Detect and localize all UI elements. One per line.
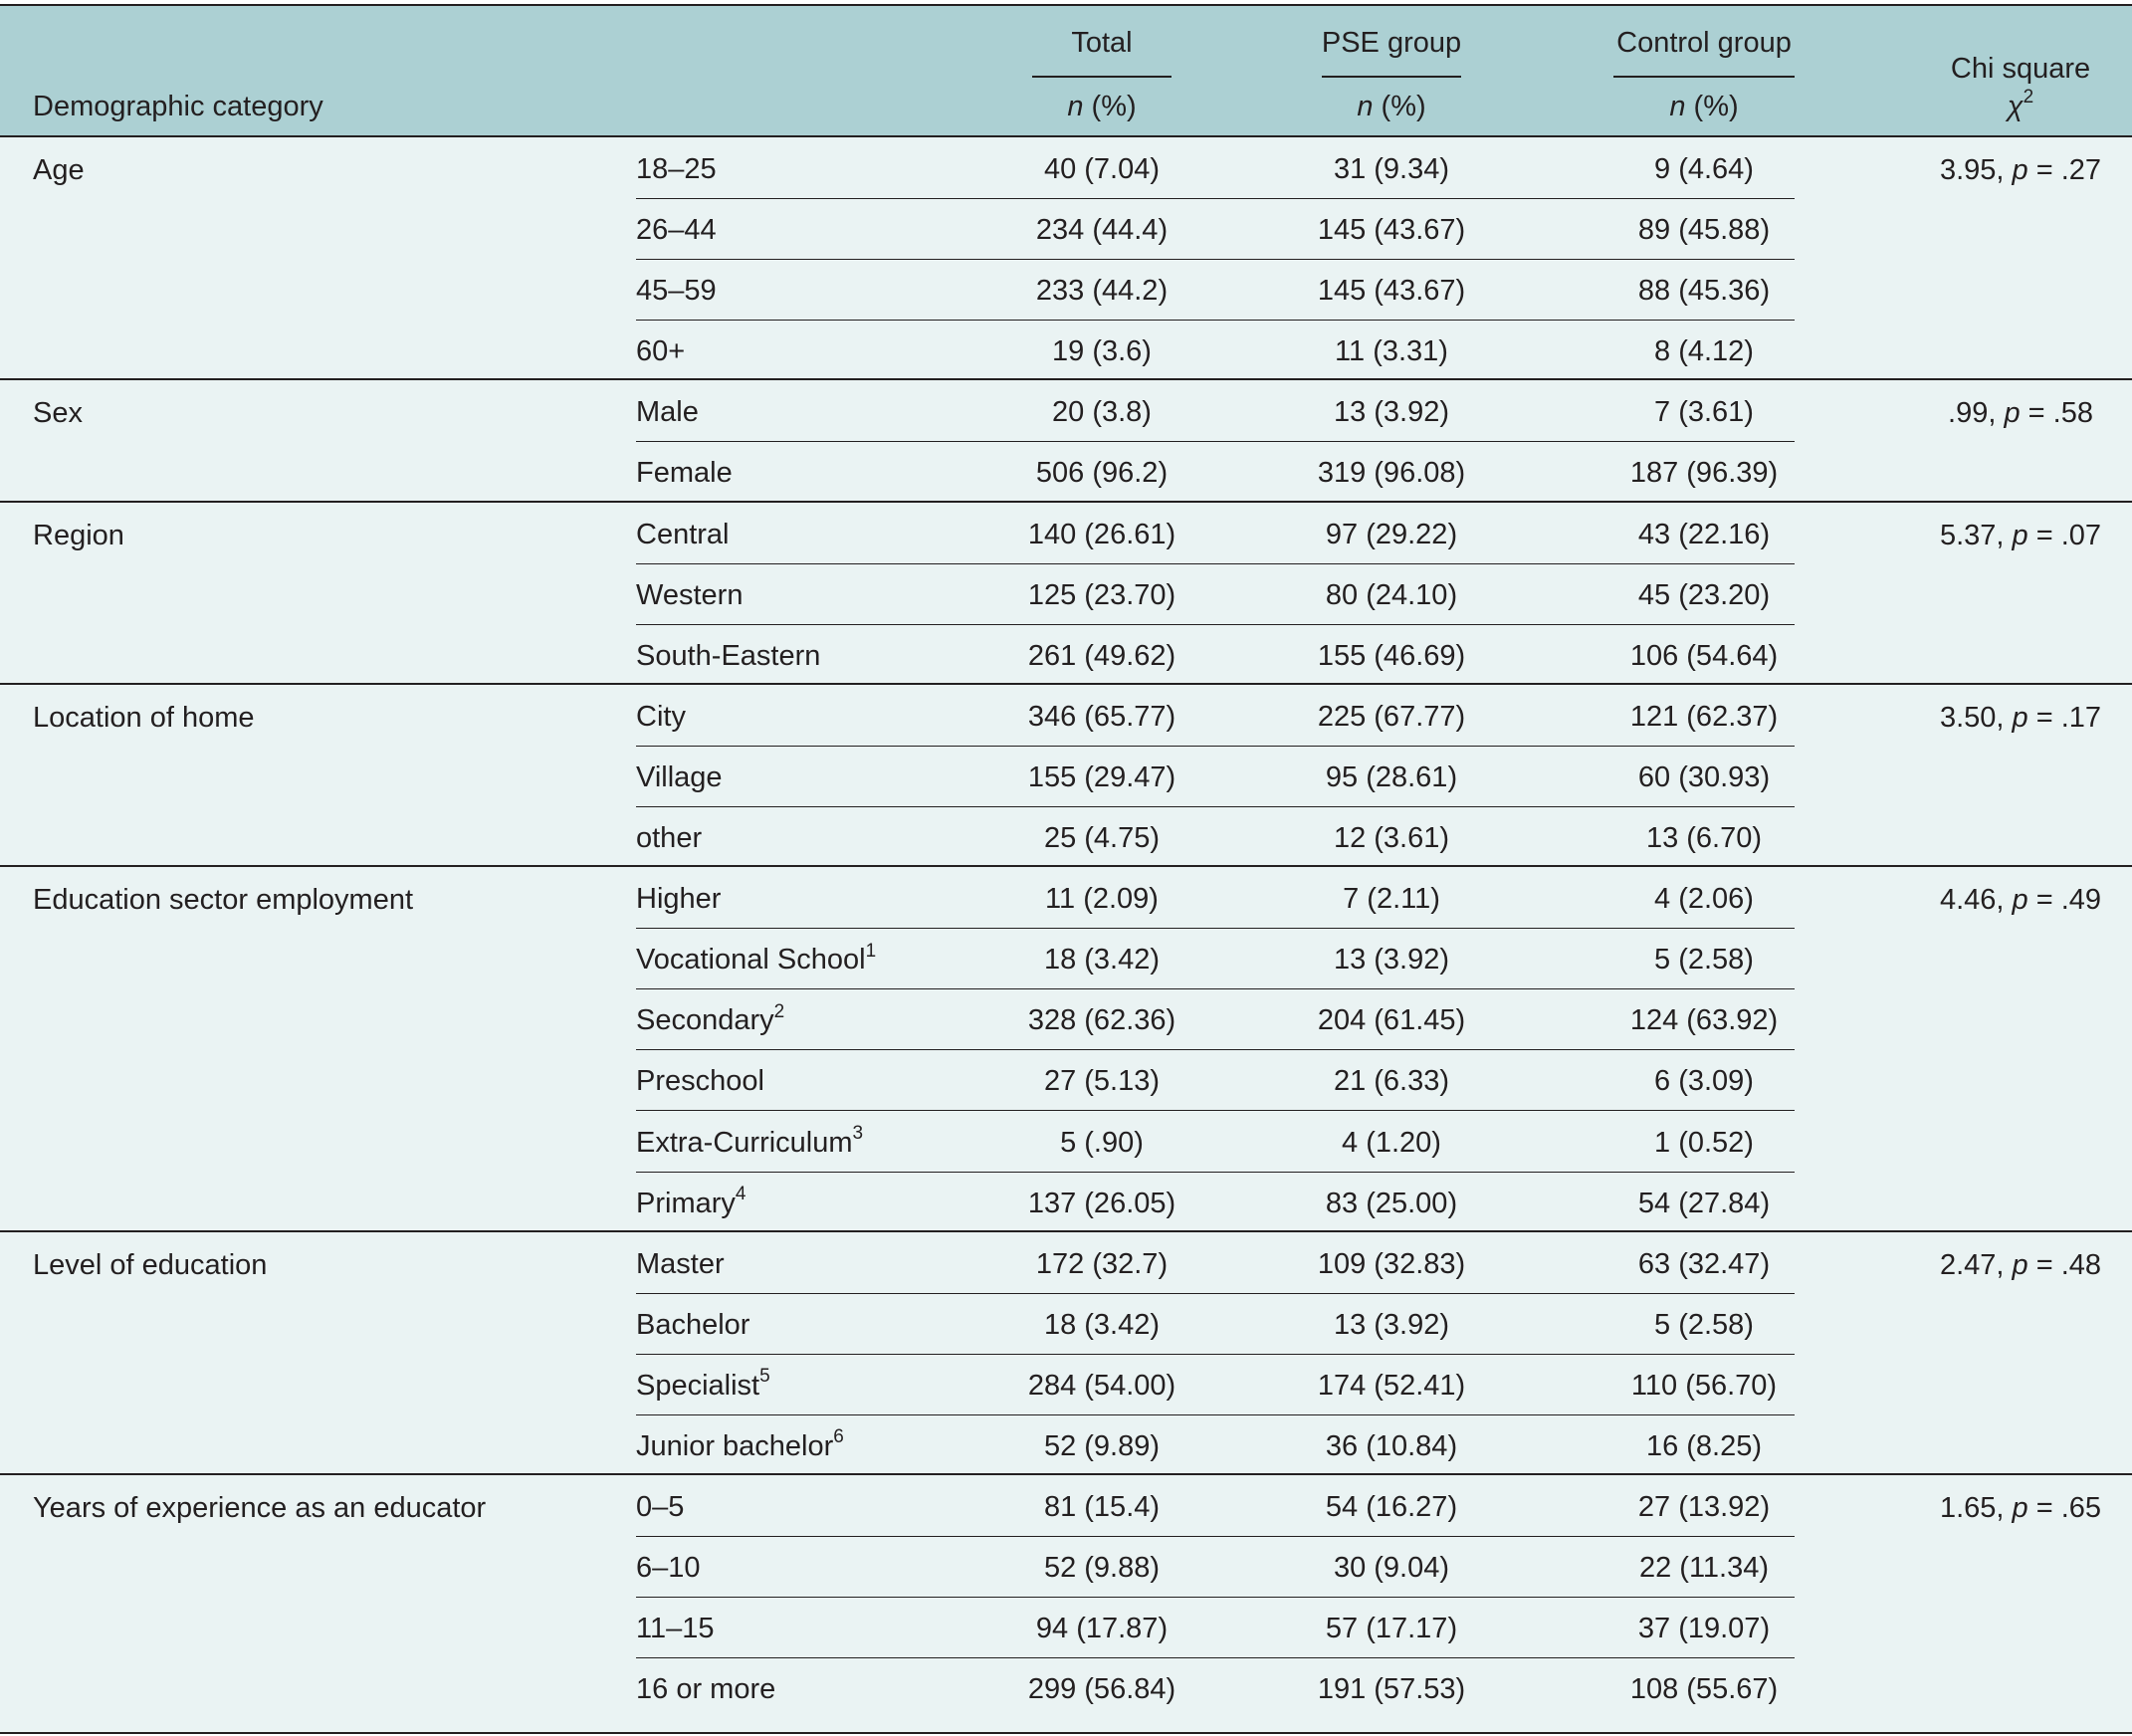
- header-control-group: Control group: [1616, 27, 1792, 59]
- control-value: 121 (62.37): [1629, 700, 1779, 733]
- pse-value: 54 (16.27): [1325, 1491, 1458, 1524]
- footnote-marker: 6: [833, 1426, 844, 1448]
- subcategory-label: Primary$^4$: [636, 1184, 746, 1219]
- subcategory-label: Vocational School$^1$: [636, 940, 877, 976]
- pse-value: 11 (3.31): [1335, 335, 1448, 368]
- table-row: [0, 685, 2132, 746]
- category-label: Years of experience as an educator: [33, 1492, 487, 1525]
- control-value: 43 (22.16): [1637, 518, 1771, 550]
- header-chi-symbol: $\chi^2$: [2007, 87, 2034, 122]
- total-value: 25 (4.75): [1043, 822, 1161, 855]
- table-row: [0, 259, 2132, 320]
- subcategory-label: 60+: [636, 335, 686, 368]
- table-row: [0, 441, 2132, 502]
- pse-value: 155 (46.69): [1317, 639, 1466, 672]
- control-value: 45 (23.20): [1637, 578, 1771, 611]
- table-row: [0, 988, 2132, 1049]
- subcategory-label: Female: [636, 457, 733, 490]
- total-value: 5 (.90): [1060, 1126, 1144, 1159]
- total-value: 234 (44.4): [1035, 214, 1169, 247]
- category-label: Age: [33, 154, 85, 186]
- subcategory-label: Master: [636, 1247, 725, 1280]
- table-row: [0, 380, 2132, 441]
- pse-value: 30 (9.04): [1333, 1552, 1450, 1585]
- control-value: 5 (2.58): [1654, 944, 1754, 976]
- subcategory-label: other: [636, 822, 703, 855]
- table-row: [0, 563, 2132, 624]
- footnote-marker: 4: [735, 1184, 746, 1205]
- control-value: 1 (0.52): [1654, 1126, 1754, 1159]
- total-value: 52 (9.89): [1043, 1430, 1161, 1463]
- table-row: [0, 1597, 2132, 1657]
- subcategory-label: 11–15: [636, 1613, 715, 1645]
- control-value: 27 (13.92): [1637, 1491, 1771, 1524]
- table-row: [0, 867, 2132, 928]
- total-value: 52 (9.88): [1043, 1552, 1161, 1585]
- subcategory-label: Extra-Curriculum$^3$: [636, 1122, 864, 1159]
- subcategory-label: Secondary$^2$: [636, 1000, 785, 1037]
- subcategory-label: 0–5: [636, 1491, 685, 1524]
- table-row: [0, 1657, 2132, 1718]
- table-row: [0, 1536, 2132, 1597]
- table-row: [0, 806, 2132, 867]
- control-value: 106 (54.64): [1629, 639, 1779, 672]
- pse-value: 36 (10.84): [1325, 1430, 1458, 1463]
- category-group: [0, 1475, 2132, 1718]
- pse-value: 204 (61.45): [1317, 1004, 1466, 1037]
- table-row: [0, 624, 2132, 685]
- subcategory-label: Village: [636, 760, 723, 793]
- category-label: Sex: [33, 397, 83, 430]
- subcategory-label: Male: [636, 396, 699, 429]
- total-value: 140 (26.61): [1027, 518, 1176, 550]
- subcategory-label: 6–10: [636, 1552, 701, 1585]
- footnote-marker: 1: [865, 940, 877, 962]
- pse-value: 319 (96.08): [1317, 457, 1466, 490]
- control-value: 187 (96.39): [1629, 457, 1779, 490]
- pse-value: 57 (17.17): [1325, 1613, 1458, 1645]
- pse-value: 4 (1.20): [1342, 1126, 1441, 1159]
- total-value: 506 (96.2): [1035, 457, 1169, 490]
- control-value: 4 (2.06): [1654, 883, 1754, 916]
- pse-value: 12 (3.61): [1333, 822, 1450, 855]
- pse-value: 191 (57.53): [1317, 1673, 1466, 1706]
- header-demographic-category: Demographic category: [33, 91, 323, 122]
- control-value: 6 (3.09): [1654, 1065, 1754, 1098]
- header-total-rule: [1032, 76, 1172, 78]
- total-value: 94 (17.87): [1035, 1613, 1169, 1645]
- subcategory-label: 45–59: [636, 275, 717, 308]
- total-value: 40 (7.04): [1043, 153, 1161, 185]
- control-value: 37 (19.07): [1637, 1613, 1771, 1645]
- pse-value: 97 (29.22): [1325, 518, 1458, 550]
- chi-square-value: 2.47, p = .48: [1939, 1248, 2102, 1281]
- subcategory-label: City: [636, 700, 686, 733]
- control-value: 22 (11.34): [1638, 1552, 1770, 1585]
- chi-square-value: 1.65, p = .65: [1939, 1492, 2102, 1525]
- table-row: [0, 503, 2132, 563]
- category-group: [0, 380, 2132, 502]
- control-value: 124 (63.92): [1629, 1004, 1779, 1037]
- total-value: 261 (49.62): [1027, 639, 1176, 672]
- control-value: 63 (32.47): [1637, 1247, 1771, 1280]
- pse-value: 13 (3.92): [1333, 396, 1450, 429]
- control-value: 110 (56.70): [1630, 1369, 1778, 1402]
- chi-square-value: 4.46, p = .49: [1939, 884, 2102, 917]
- total-value: 27 (5.13): [1043, 1065, 1161, 1098]
- header-control-n: n (%): [1669, 91, 1739, 122]
- chi-square-value: 3.95, p = .27: [1939, 154, 2102, 186]
- category-group: [0, 137, 2132, 380]
- table-row: [0, 137, 2132, 198]
- subcategory-label: Junior bachelor$^6$: [636, 1426, 844, 1463]
- header-control-rule: [1613, 76, 1795, 78]
- total-value: 18 (3.42): [1043, 1308, 1161, 1341]
- total-value: 81 (15.4): [1043, 1491, 1161, 1524]
- table-row: [0, 1049, 2132, 1110]
- header-pse-group: PSE group: [1321, 27, 1462, 59]
- total-value: 18 (3.42): [1043, 944, 1161, 976]
- table-row: [0, 1172, 2132, 1232]
- pse-value: 13 (3.92): [1333, 944, 1450, 976]
- total-value: 172 (32.7): [1035, 1247, 1169, 1280]
- pse-value: 80 (24.10): [1325, 578, 1458, 611]
- header-pse-rule: [1322, 76, 1461, 78]
- pse-value: 109 (32.83): [1317, 1247, 1466, 1280]
- table-row: [0, 198, 2132, 259]
- category-label: Level of education: [33, 1248, 268, 1281]
- pse-value: 83 (25.00): [1325, 1187, 1458, 1219]
- total-value: 299 (56.84): [1027, 1673, 1176, 1706]
- footnote-marker: 5: [759, 1366, 770, 1388]
- table-row: [0, 1111, 2132, 1172]
- category-group: [0, 503, 2132, 685]
- total-value: 20 (3.8): [1052, 396, 1152, 429]
- control-value: 9 (4.64): [1654, 153, 1754, 185]
- pse-value: 174 (52.41): [1317, 1369, 1466, 1402]
- total-value: 284 (54.00): [1027, 1369, 1176, 1402]
- control-value: 54 (27.84): [1637, 1187, 1771, 1219]
- control-value: 108 (55.67): [1629, 1673, 1779, 1706]
- category-group: [0, 685, 2132, 867]
- pse-value: 145 (43.67): [1317, 214, 1466, 247]
- category-group: [0, 867, 2132, 1232]
- table-row: [0, 1414, 2132, 1475]
- total-value: 137 (26.05): [1027, 1187, 1176, 1219]
- footnote-marker: 3: [852, 1122, 864, 1144]
- table-row: [0, 320, 2132, 380]
- subcategory-label: 16 or more: [636, 1673, 776, 1706]
- chi-square-value: 3.50, p = .17: [1939, 701, 2102, 734]
- control-value: 8 (4.12): [1654, 335, 1754, 368]
- table-row: [0, 746, 2132, 806]
- total-value: 11 (2.09): [1045, 883, 1159, 916]
- control-value: 88 (45.36): [1637, 275, 1771, 308]
- pse-value: 21 (6.33): [1333, 1065, 1450, 1098]
- subcategory-label: 18–25: [636, 153, 717, 185]
- total-value: 346 (65.77): [1027, 700, 1176, 733]
- category-group: [0, 1232, 2132, 1475]
- pse-value: 7 (2.11): [1343, 883, 1440, 916]
- table-row: [0, 1475, 2132, 1536]
- subcategory-label: Specialist$^5$: [636, 1366, 770, 1402]
- control-value: 89 (45.88): [1637, 214, 1771, 247]
- header-total: Total: [1071, 27, 1133, 59]
- category-label: Region: [33, 519, 124, 551]
- total-value: 125 (23.70): [1027, 578, 1176, 611]
- subcategory-label: 26–44: [636, 214, 717, 247]
- chi-square-value: 5.37, p = .07: [1939, 519, 2102, 551]
- total-value: 19 (3.6): [1052, 335, 1152, 368]
- subcategory-label: Western: [636, 578, 744, 611]
- header-pse-n: n (%): [1357, 91, 1426, 122]
- table-body: [0, 137, 2132, 1734]
- total-value: 233 (44.2): [1035, 275, 1169, 308]
- total-value: 328 (62.36): [1027, 1004, 1176, 1037]
- pse-value: 145 (43.67): [1317, 275, 1466, 308]
- control-value: 16 (8.25): [1645, 1430, 1763, 1463]
- category-label: Location of home: [33, 701, 255, 734]
- table-row: [0, 1354, 2132, 1414]
- chi-square-value: .99, p = .58: [1948, 397, 2093, 430]
- control-value: 5 (2.58): [1654, 1308, 1754, 1341]
- header-total-n: n (%): [1067, 91, 1137, 122]
- subcategory-label: Higher: [636, 883, 722, 916]
- control-value: 60 (30.93): [1637, 760, 1771, 793]
- pse-value: 13 (3.92): [1333, 1308, 1450, 1341]
- pse-value: 31 (9.34): [1333, 153, 1450, 185]
- footnote-marker: 2: [773, 1000, 785, 1022]
- subcategory-label: Central: [636, 518, 730, 550]
- subcategory-label: Preschool: [636, 1065, 764, 1098]
- category-label: Education sector employment: [33, 884, 414, 917]
- subcategory-label: Bachelor: [636, 1308, 750, 1341]
- table-row: [0, 1293, 2132, 1354]
- subcategory-label: South-Eastern: [636, 639, 821, 672]
- total-value: 155 (29.47): [1027, 760, 1176, 793]
- table-row: [0, 928, 2132, 988]
- control-value: 7 (3.61): [1654, 396, 1754, 429]
- header-chi-square: Chi square: [1950, 53, 2091, 85]
- control-value: 13 (6.70): [1645, 822, 1763, 855]
- pse-value: 95 (28.61): [1325, 760, 1458, 793]
- table-header: [0, 4, 2132, 137]
- pse-value: 225 (67.77): [1317, 700, 1466, 733]
- table-row: [0, 1232, 2132, 1293]
